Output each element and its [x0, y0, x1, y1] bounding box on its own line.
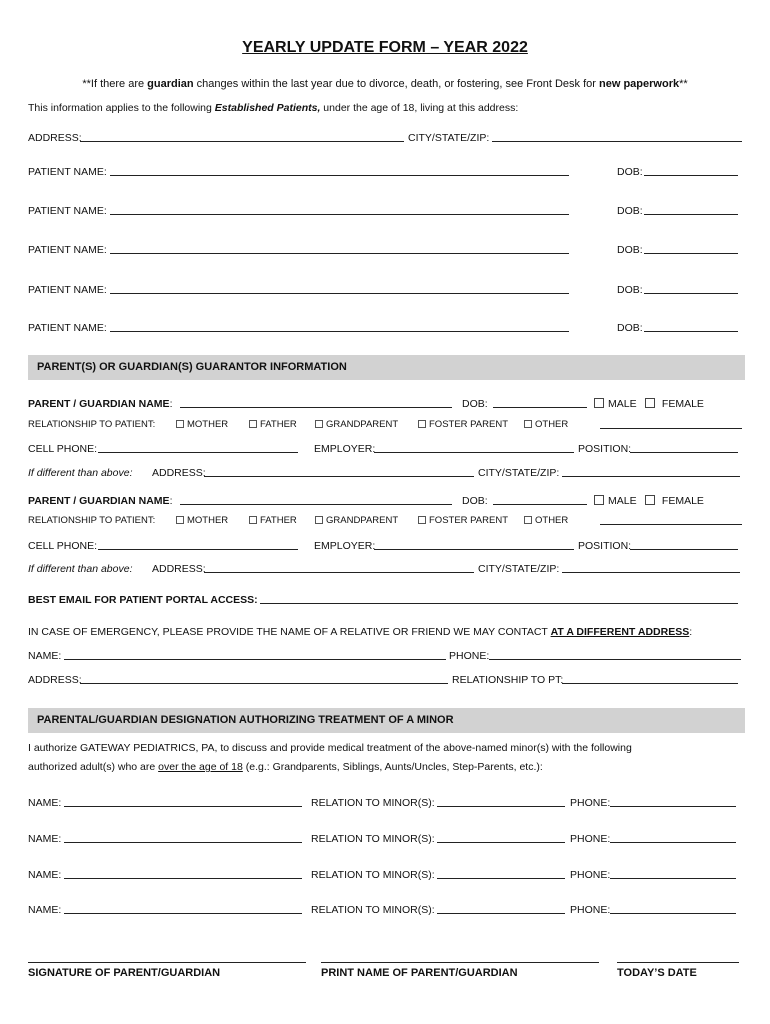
relationship-label: RELATIONSHIP TO PATIENT: — [28, 515, 156, 526]
emergency-address-label: ADDRESS: — [28, 674, 82, 686]
patient-dob-field[interactable] — [644, 322, 738, 332]
male-option[interactable]: MALE — [594, 398, 637, 410]
auth-name-field[interactable] — [64, 833, 302, 843]
patient-address-row — [28, 132, 742, 146]
auth-relation-field[interactable] — [437, 833, 565, 843]
patient-name-field[interactable] — [110, 322, 569, 332]
father-option[interactable]: FATHER — [249, 515, 297, 526]
authorized-adult-row — [28, 797, 742, 811]
authorized-adult-row — [28, 904, 742, 918]
cell-phone-field[interactable] — [98, 443, 298, 453]
alt-address-label: ADDRESS: — [152, 563, 206, 575]
female-option[interactable]: FEMALE — [645, 398, 704, 410]
email-row — [28, 594, 742, 608]
alt-address-label: ADDRESS: — [152, 467, 206, 479]
emergency-address-field[interactable] — [80, 674, 448, 684]
alt-address-field[interactable] — [204, 467, 474, 477]
position-label: POSITION: — [578, 540, 632, 552]
other-field[interactable] — [600, 419, 742, 429]
dob-label: DOB: — [617, 244, 643, 256]
cell-employer-row — [28, 540, 742, 554]
authorized-adult-row — [28, 869, 742, 883]
emergency-name-row — [28, 650, 742, 664]
auth-name-label: NAME: — [28, 833, 62, 845]
relationship-row — [28, 419, 742, 433]
auth-relation-label: RELATION TO MINOR(S): — [311, 833, 435, 845]
auth-name-field[interactable] — [64, 869, 302, 879]
guardian-dob-label: DOB: — [462, 495, 488, 507]
different-label: If different than above: — [28, 563, 133, 575]
auth-phone-label: PHONE: — [570, 797, 611, 809]
print-name-label: PRINT NAME OF PARENT/GUARDIAN — [321, 967, 518, 979]
guardian-name-label: PARENT / GUARDIAN NAME — [28, 398, 170, 410]
cell-employer-row — [28, 443, 742, 457]
patient-name-field[interactable] — [110, 166, 569, 176]
other-field[interactable] — [600, 515, 742, 525]
grandparent-option[interactable]: GRANDPARENT — [315, 515, 398, 526]
email-label: BEST EMAIL FOR PATIENT PORTAL ACCESS: — [28, 594, 258, 606]
dob-label: DOB: — [617, 166, 643, 178]
emergency-phone-field[interactable] — [489, 650, 741, 660]
auth-name-label: NAME: — [28, 904, 62, 916]
authorized-adult-row — [28, 833, 742, 847]
guardian-name-field[interactable] — [180, 495, 452, 505]
checkbox-icon[interactable] — [645, 495, 655, 505]
checkbox-icon[interactable] — [249, 420, 257, 428]
guardian-name-field[interactable] — [180, 398, 452, 408]
signature-field[interactable] — [28, 962, 306, 963]
emergency-heading: IN CASE OF EMERGENCY, PLEASE PROVIDE THE NAME OF A RELATIVE OR FRIEND WE MAY CONTACT AT A DIFFERENT ADDRESS: — [28, 626, 693, 638]
patient-dob-field[interactable] — [644, 284, 738, 294]
auth-name-label: NAME: — [28, 797, 62, 809]
email-field[interactable] — [260, 594, 738, 604]
guardian-dob-label: DOB: — [462, 398, 488, 410]
print-name-field[interactable] — [321, 962, 599, 963]
alt-address-row — [28, 563, 742, 577]
patient-name-label: PATIENT NAME: — [28, 284, 107, 296]
auth-relation-label: RELATION TO MINOR(S): — [311, 797, 435, 809]
patient-name-field[interactable] — [110, 205, 569, 215]
dob-label: DOB: — [617, 205, 643, 217]
auth-phone-label: PHONE: — [570, 869, 611, 881]
alt-city-field[interactable] — [562, 563, 740, 573]
emergency-name-label: NAME: — [28, 650, 62, 662]
alt-city-label: CITY/STATE/ZIP: — [478, 467, 560, 479]
patient-dob-field[interactable] — [644, 244, 738, 254]
section-header-guarantor: PARENT(S) OR GUARDIAN(S) GUARANTOR INFORMATION — [28, 355, 745, 380]
emergency-phone-label: PHONE: — [449, 650, 490, 662]
todays-date-label: TODAY’S DATE — [617, 967, 697, 979]
employer-label: EMPLOYER: — [314, 540, 376, 552]
foster-parent-option[interactable]: FOSTER PARENT — [418, 419, 508, 430]
mother-option[interactable]: MOTHER — [176, 515, 228, 526]
employer-field[interactable] — [374, 443, 574, 453]
cell-phone-field[interactable] — [98, 540, 298, 550]
guardian-dob-field[interactable] — [493, 398, 587, 408]
patient-dob-field[interactable] — [644, 205, 738, 215]
checkbox-icon[interactable] — [315, 516, 323, 524]
address-label: ADDRESS: — [28, 132, 82, 144]
employer-field[interactable] — [374, 540, 574, 550]
position-label: POSITION: — [578, 443, 632, 455]
patient-name-label: PATIENT NAME: — [28, 244, 107, 256]
city-label: CITY/STATE/ZIP: — [408, 132, 490, 144]
auth-phone-label: PHONE: — [570, 904, 611, 916]
signature-label: SIGNATURE OF PARENT/GUARDIAN — [28, 967, 221, 979]
alt-address-field[interactable] — [204, 563, 474, 573]
position-field[interactable] — [630, 540, 738, 550]
patient-row — [28, 205, 742, 219]
checkbox-icon[interactable] — [418, 516, 426, 524]
checkbox-icon[interactable] — [249, 516, 257, 524]
patient-dob-field[interactable] — [644, 166, 738, 176]
patient-row — [28, 284, 742, 298]
position-field[interactable] — [630, 443, 738, 453]
auth-name-field[interactable] — [64, 797, 302, 807]
address-field[interactable] — [80, 132, 404, 142]
auth-phone-field[interactable] — [610, 869, 736, 879]
auth-relation-label: RELATION TO MINOR(S): — [311, 869, 435, 881]
auth-phone-label: PHONE: — [570, 833, 611, 845]
authorization-text: I authorize GATEWAY PEDIATRICS, PA, to discuss and provide medical treatment of the above-named minor(s) with the following authorized adult(s) who are over the age of 18 (e.g.: Grandparents, Siblings, Aunts/Uncles, Step-Parents, etc.): — [28, 742, 632, 773]
different-label: If different than above: — [28, 467, 133, 479]
checkbox-icon[interactable] — [594, 495, 604, 505]
male-option[interactable]: MALE — [594, 495, 637, 507]
auth-phone-field[interactable] — [610, 904, 736, 914]
section-header-authorization: PARENTAL/GUARDIAN DESIGNATION AUTHORIZING TREATMENT OF A MINOR — [28, 708, 745, 733]
patient-name-field[interactable] — [110, 284, 569, 294]
relationship-row — [28, 515, 742, 529]
grandparent-option[interactable]: GRANDPARENT — [315, 419, 398, 430]
foster-parent-option[interactable]: FOSTER PARENT — [418, 515, 508, 526]
other-option[interactable]: OTHER — [524, 419, 568, 430]
form-title: YEARLY UPDATE FORM – YEAR 2022 — [242, 39, 528, 56]
guardian-name-row: PARENT / GUARDIAN NAME: DOB: MALE FEMALE — [28, 495, 704, 507]
auth-phone-field[interactable] — [610, 833, 736, 843]
dob-label: DOB: — [617, 322, 643, 334]
dob-label: DOB: — [617, 284, 643, 296]
cell-phone-label: CELL PHONE: — [28, 443, 98, 455]
city-state-zip-field[interactable] — [492, 132, 742, 142]
auth-relation-label: RELATION TO MINOR(S): — [311, 904, 435, 916]
patient-name-label: PATIENT NAME: — [28, 166, 107, 178]
checkbox-icon[interactable] — [176, 516, 184, 524]
alt-city-field[interactable] — [562, 467, 740, 477]
todays-date-field[interactable] — [617, 962, 739, 963]
guardian-name-label: PARENT / GUARDIAN NAME — [28, 495, 170, 507]
mother-option[interactable]: MOTHER — [176, 419, 228, 430]
father-option[interactable]: FATHER — [249, 419, 297, 430]
checkbox-icon[interactable] — [645, 398, 655, 408]
auth-relation-field[interactable] — [437, 797, 565, 807]
auth-name-label: NAME: — [28, 869, 62, 881]
emergency-name-field[interactable] — [64, 650, 446, 660]
auth-name-field[interactable] — [64, 904, 302, 914]
intro-text: This information applies to the following Established Patients, under the age of 18, living at this address: — [28, 102, 519, 114]
checkbox-icon[interactable] — [315, 420, 323, 428]
patient-row — [28, 166, 742, 180]
alt-address-row — [28, 467, 742, 481]
patient-name-label: PATIENT NAME: — [28, 322, 107, 334]
checkbox-icon[interactable] — [594, 398, 604, 408]
patient-name-field[interactable] — [110, 244, 569, 254]
alt-city-label: CITY/STATE/ZIP: — [478, 563, 560, 575]
auth-relation-field[interactable] — [437, 869, 565, 879]
female-option[interactable]: FEMALE — [645, 495, 704, 507]
relationship-pt-label: RELATIONSHIP TO PT: — [452, 674, 564, 686]
emergency-address-row — [28, 674, 742, 688]
checkbox-icon[interactable] — [524, 420, 532, 428]
auth-relation-field[interactable] — [437, 904, 565, 914]
cell-phone-label: CELL PHONE: — [28, 540, 98, 552]
checkbox-icon[interactable] — [176, 420, 184, 428]
auth-phone-field[interactable] — [610, 797, 736, 807]
patient-row — [28, 244, 742, 258]
relationship-pt-field[interactable] — [562, 674, 738, 684]
employer-label: EMPLOYER: — [314, 443, 376, 455]
guardian-name-row: PARENT / GUARDIAN NAME: DOB: MALE FEMALE — [28, 398, 704, 410]
checkbox-icon[interactable] — [524, 516, 532, 524]
patient-row — [28, 322, 742, 336]
guardian-dob-field[interactable] — [493, 495, 587, 505]
patient-name-label: PATIENT NAME: — [28, 205, 107, 217]
other-option[interactable]: OTHER — [524, 515, 568, 526]
guardian-notice: **If there are guardian changes within the last year due to divorce, death, or fostering, see Front Desk for new paperwork** — [82, 78, 688, 90]
relationship-label: RELATIONSHIP TO PATIENT: — [28, 419, 156, 430]
checkbox-icon[interactable] — [418, 420, 426, 428]
